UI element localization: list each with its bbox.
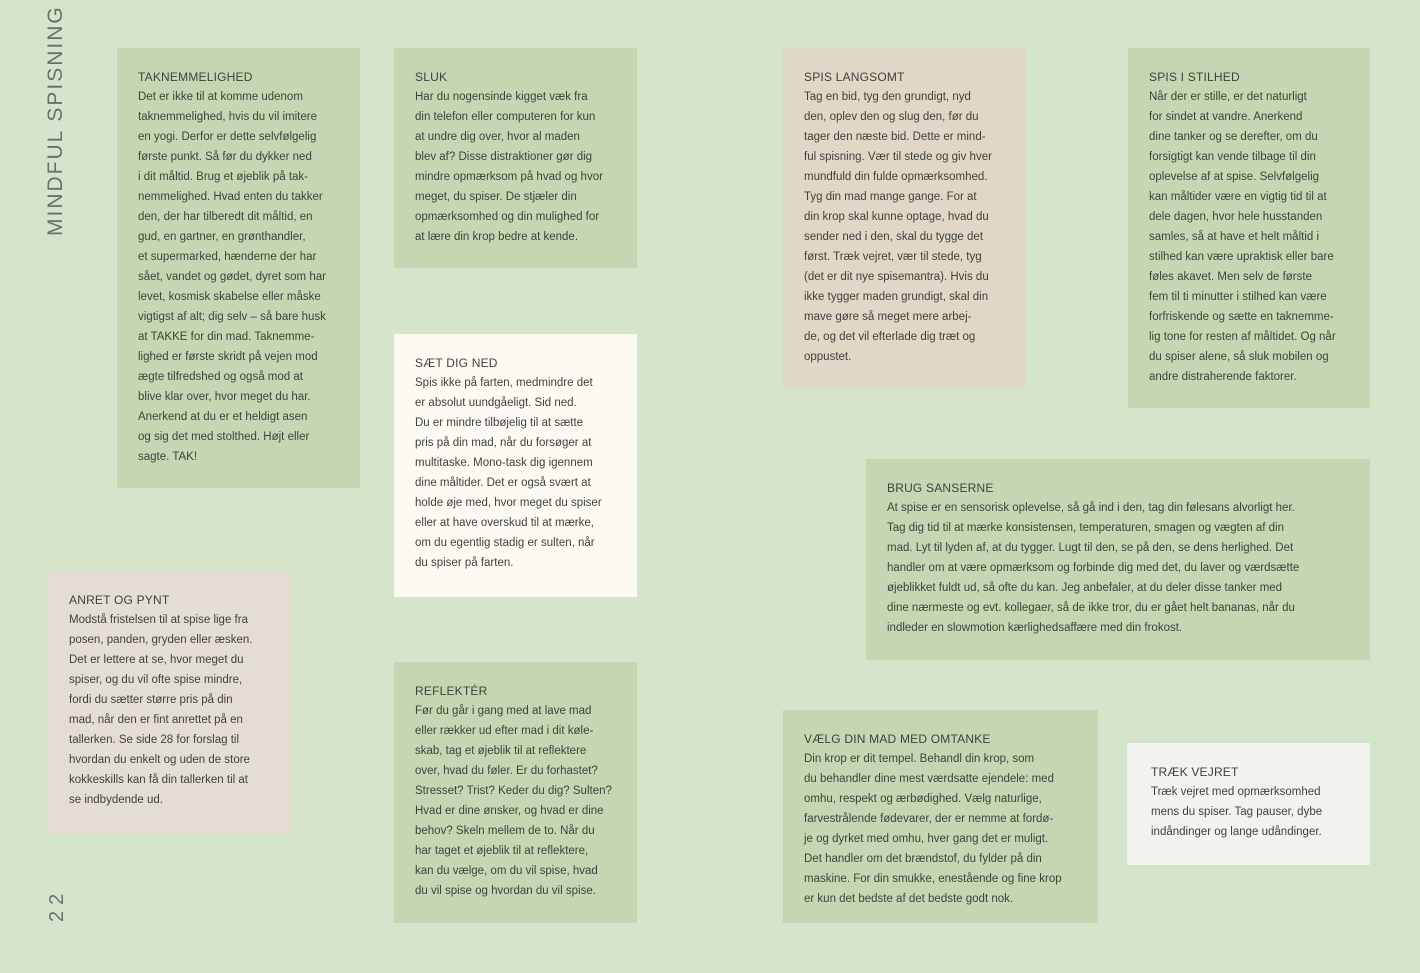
page-title: MINDFUL SPISNING [44,5,67,236]
body-line: Tag en bid, tyg den grundigt, nyd [804,91,971,103]
body-line: Anerkend at du er et heldigt asen [138,411,308,423]
body-line: Spis ikke på farten, medmindre det [415,377,593,389]
body-line: multitaske. Mono-task dig igennem [415,457,593,469]
body-line: forfriskende og sætte en taknemme- [1149,311,1334,323]
body-line: Det er lettere at se, hvor meget du [69,654,244,666]
section-heading: SLUK [415,70,448,84]
body-line: samles, så at have et helt måltid i [1149,231,1320,243]
section-sluk [394,48,637,268]
body-line: fordi du sætter større pris på din [69,694,233,706]
body-line: Det handler om det brændstof, du fylder på din [804,853,1042,865]
body-line: at TAKKE for din mad. Taknemme- [138,331,315,343]
body-line: Stresset? Trist? Keder du dig? Sulten? [415,785,612,797]
body-line: en yogi. Derfor er dette selvfølgelig [138,131,317,143]
body-line: andre distraherende faktorer. [1149,371,1297,383]
body-line: kan måltider være en vigtig tid til at [1149,191,1327,203]
body-line: je og dyrket med omhu, hver gang det er muligt. [804,833,1049,845]
section-heading: REFLEKTÉR [415,684,488,698]
page-number: 22 [46,887,68,922]
section-taknemmelighed [117,48,360,488]
body-line: behov? Skeln mellem de to. Når du [415,825,595,837]
body-line: mens du spiser. Tag pauser, dybe [1151,806,1323,818]
body-line: mad, når den er fint anrettet på en [69,714,243,726]
section-brug-sanserne [866,459,1370,660]
body-line: farvestrålende fødevarer, der er nemme at fordø- [804,813,1054,825]
body-line: mad. Lyt til lyden af, at du tygger. Lugt til den, se på den, se dens herlighed. Det [887,542,1294,554]
body-line: hvordan du enkelt og uden de store [69,754,250,766]
body-line: først. Træk vejret, vær til stede, tyg [804,251,982,263]
body-line: meget, du spiser. De stjæler din [415,191,577,203]
body-line: for sindet at vandre. Anerkend [1149,111,1303,123]
body-line: levet, kosmisk skabelse eller måske [138,291,321,303]
body-line: blive klar over, hvor meget du har. [138,391,311,403]
body-line: kokkeskills kan få din tallerken til at [69,774,248,786]
body-line: øjeblikket fuldt ud, så ofte du kan. Jeg anbefaler, at du deler disse tanker med [887,582,1283,594]
body-line: nemmelighed. Hvad enten du takker [138,191,323,203]
body-line: posen, panden, gryden eller æsken. [69,634,253,646]
body-line: fem til ti minutter i stilhed kan være [1149,291,1327,303]
body-line: over, hvad du føler. Er du forhastet? [415,765,598,777]
body-line: er absolut uundgåeligt. Sid ned. [415,397,577,409]
body-line: Du er mindre tilbøjelig til at sætte [415,417,584,429]
body-line: den, der har tilberedt dit måltid, en [138,211,313,223]
body-line: spiser, og du vil ofte spise mindre, [69,674,243,686]
body-line: ægte tilfredshed og også mod at [138,371,303,383]
body-line: vigtigst af alt; dig selv – så bare husk [138,311,326,323]
body-line: dele dagen, hvor hele husstanden [1149,211,1323,223]
body-line: indåndinger og lange udåndinger. [1151,826,1322,838]
body-line: taknemmelighed, hvis du vil imitere [138,111,317,123]
body-line: de, og det vil efterlade dig træt og [804,331,976,343]
body-line: første punkt. Så før du dykker ned [138,151,312,163]
body-line: handler om at være opmærksom og forbinde dig med det, du laver og værdsætte [887,562,1300,574]
body-line: stilhed kan være upraktisk eller bare [1149,251,1334,263]
body-line: mave gøre så meget mere arbej- [804,311,972,323]
body-line: dine tanker og se derefter, om du [1149,131,1318,143]
body-line: oplevelse af at spise. Selvfølgelig [1149,171,1320,183]
section-saet-dig-ned [394,334,637,597]
body-line: lig tone for resten af måltidet. Og når [1149,331,1336,343]
body-line: skab, tag et øjeblik til at reflektere [415,745,587,757]
body-line: forsigtigt kan vende tilbage til din [1149,151,1316,163]
body-line: den, oplev den og slug den, før du [804,111,979,123]
body-line: Har du nogensinde kigget væk fra [415,91,588,103]
body-line: maskine. For din smukke, enestående og fine krop [804,873,1062,885]
section-heading: SÆT DIG NED [415,356,498,370]
body-line: omhu, respekt og ærbødighed. Vælg naturlige, [804,793,1042,805]
body-line: et supermarked, hænderne der har [138,251,317,263]
body-line: at undre dig over, hvor al maden [415,131,580,143]
body-line: At spise er en sensorisk oplevelse, så gå ind i den, tag din følesans alvorligt her. [887,502,1295,514]
body-line: du spiser på farten. [415,557,514,569]
section-spis-langsomt [783,48,1026,388]
section-heading: VÆLG DIN MAD MED OMTANKE [804,732,991,746]
body-line: i dit måltid. Brug et øjeblik på tak- [138,171,309,183]
body-line: du behandler dine mest værdsatte ejendele: med [804,773,1054,785]
body-line: tallerken. Se side 28 for forslag til [69,734,240,746]
body-line: Træk vejret med opmærksomhed [1151,786,1321,798]
section-spis-i-stilhed [1128,48,1370,408]
section-heading: ANRET OG PYNT [69,593,170,607]
section-heading: SPIS I STILHED [1149,70,1240,84]
body-line: Det er ikke til at komme udenom [138,91,303,103]
body-line: ikke tygger maden grundigt, skal din [804,291,989,303]
body-line: pris på din mad, når du forsøger at [415,437,592,449]
body-line: føles akavet. Men selv de første [1149,271,1312,283]
body-line: og sig det med stolthed. Højt eller [138,431,310,443]
body-line: din telefon eller computeren for kun [415,111,596,123]
section-traek-vejret [1127,743,1370,865]
body-line: lighed er første skridt på vejen mod [138,351,318,363]
section-reflekter [394,662,637,923]
body-line: sagte. TAK! [138,451,198,463]
body-line: oppustet. [804,351,852,363]
body-line: mundfuld din fulde opmærksomhed. [804,171,988,183]
body-line: Hvad er dine ønsker, og hvad er dine [415,805,604,817]
body-line: blev af? Disse distraktioner gør dig [415,151,593,163]
body-line: du vil spise og hvordan du vil spise. [415,885,596,897]
body-line: er kun det bedste af det bedste godt nok. [804,893,1014,905]
body-line: dine måltider. Det er også svært at [415,477,591,489]
body-line: Tyg din mad mange gange. For at [804,191,977,203]
section-anret-og-pynt [48,571,291,835]
body-line: Før du går i gang med at lave mad [415,705,592,717]
body-line: opmærksomhed og din mulighed for [415,211,600,223]
section-heading: TRÆK VEJRET [1151,765,1239,779]
body-line: kan du vælge, om du vil spise, hvad [415,865,598,877]
section-heading: TAKNEMMELIGHED [138,70,253,84]
body-line: holde øje med, hvor meget du spiser [415,497,602,509]
body-line: ful spisning. Vær til stede og giv hver [804,151,992,163]
body-line: se indbydende ud. [69,794,163,806]
body-line: Tag dig tid til at mærke konsistensen, temperaturen, smagen og vægten af din [887,522,1284,534]
body-line: din krop skal kunne optage, hvad du [804,211,989,223]
body-line: har taget et øjeblik til at reflektere, [415,845,589,857]
section-heading: SPIS LANGSOMT [804,70,905,84]
body-line: Når der er stille, er det naturligt [1149,91,1307,103]
body-line: sået, vandet og gødet, dyret som har [138,271,326,283]
body-line: Din krop er dit tempel. Behandl din krop, som [804,753,1035,765]
body-line: indleder en slowmotion kærlighedsaffære med din frokost. [887,622,1183,634]
body-line: at lære din krop bedre at kende. [415,231,579,243]
section-vaelg-din-mad [783,710,1098,923]
body-line: tager den næste bid. Dette er mind- [804,131,986,143]
section-heading: BRUG SANSERNE [887,481,994,495]
body-line: om du egentlig stadig er sulten, når [415,537,595,549]
body-line: dine nærmeste og evt. kollegaer, så de ikke tror, du er gået helt bananas, når du [887,602,1295,614]
body-line: du spiser alene, så sluk mobilen og [1149,351,1329,363]
body-line: eller rækker ud efter mad i dit køle- [415,725,594,737]
body-line: Modstå fristelsen til at spise lige fra [69,614,248,626]
body-line: sender ned i den, skal du tygge det [804,231,984,243]
body-line: gud, en gartner, en grønthandler, [138,231,306,243]
body-line: mindre opmærksom på hvad og hvor [415,171,603,183]
body-line: eller at have overskud til at mærke, [415,517,594,529]
body-line: (det er dit nye spisemantra). Hvis du [804,271,989,283]
